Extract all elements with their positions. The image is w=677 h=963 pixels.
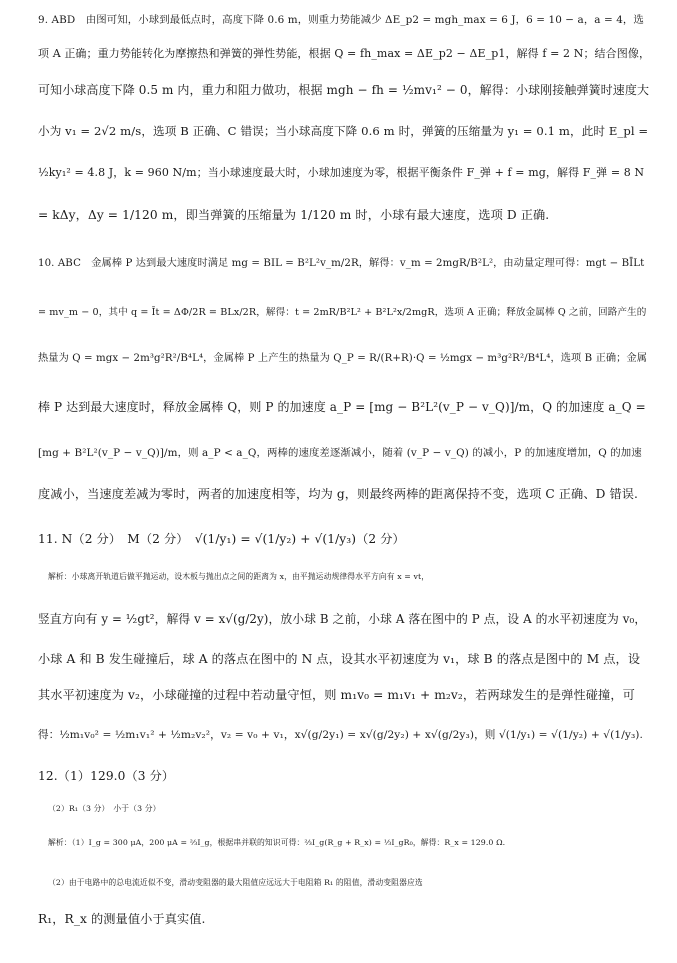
q9-line-6: = kΔy，Δy = 1/120 m，即当弹簧的压缩量为 1/120 m 时，小球有最大速度，选项 D 正确.	[38, 208, 550, 222]
q11-analysis-line-2: 竖直方向有 y = ½gt²，解得 v = x√(g/2y)，放小球 B 之前，小球 A 落在图中的 P 点，设 A 的水平初速度为 v₀，	[38, 612, 647, 626]
q12-analysis-line-3: R₁，R_x 的测量值小于真实值.	[38, 912, 206, 926]
q12-answer-part2: （2）R₁（3 分） 小于（3 分）	[48, 804, 161, 813]
q9-line-4: 小为 v₁ = 2√2 m/s，选项 B 正确、C 错误；当小球高度下降 0.6 m 时，弹簧的压缩量为 y₁ = 0.1 m，此时 E_pl =	[38, 124, 649, 138]
q9-line-3: 可知小球高度下降 0.5 m 内，重力和阻力做功，根据 mgh − fh = ½mv₁² − 0，解得：小球刚接触弹簧时速度大	[38, 83, 650, 97]
q11-analysis-line-4: 其水平初速度为 v₂，小球碰撞的过程中若动量守恒，则 m₁v₀ = m₁v₁ + m₂v₂，若两球发生的是弹性碰撞，可	[38, 688, 635, 702]
q10-line-3: 热量为 Q = mgx − 2m³g²R²/B⁴L⁴，金属棒 P 上产生的热量为 Q_P = R/(R+R)·Q = ½mgx − m³g²R²/B⁴L⁴，选项 B 正确；金属	[38, 353, 648, 364]
q11-analysis-line-1: 解析：小球离开轨道后做平抛运动，设木板与抛出点之间的距离为 x，由平抛运动规律得水平方向有 x = vt，	[48, 572, 430, 581]
q9-line-1: 9. ABD 由图可知，小球到最低点时，高度下降 0.6 m，则重力势能减少 ΔE_p2 = mgh_max = 6 J，6 = 10 − a，a = 4，选	[38, 14, 644, 26]
q10-line-6: 度减小，当速度差减为零时，两者的加速度相等，均为 g，则最终两棒的距离保持不变，选项 C 正确、D 错误.	[38, 487, 639, 501]
q10-line-5: [mg + B²L²(v_P − v_Q)]/m，则 a_P < a_Q，两棒的速度差逐渐减小，随着 (v_P − v_Q) 的减小，P 的加速度增加，Q 的加速	[38, 447, 642, 459]
q12-answer-part1: 12.（1）129.0（3 分）	[38, 769, 175, 783]
q12-analysis-line-1: 解析：（1）I_g = 300 μA，200 μA = ⅔I_g，根据串并联的知识可得：⅔I_g(R_g + R_x) = ⅓I_gR₀，解得：R_x = 129.0 Ω.	[48, 838, 506, 847]
q12-analysis-line-2: （2）由于电路中的总电流近似不变，滑动变阻器的最大阻值应远远大于电阻箱 R₁ 的阻值，滑动变阻器应选	[48, 878, 423, 887]
q10-line-2: = mv_m − 0，其中 q = Īt = ΔΦ/2R = BLx/2R，解得：t = 2mR/B²L² + B²L²x/2mgR，选项 A 正确；释放金属棒 Q 之前，回路产生的	[38, 307, 647, 318]
q9-line-5: ½ky₁² = 4.8 J，k = 960 N/m；当小球速度最大时，小球加速度为零，根据平衡条件 F_弹 + f = mg，解得 F_弹 = 8 N	[38, 166, 645, 179]
q9-line-2: 项 A 正确；重力势能转化为摩擦热和弹簧的弹性势能，根据 Q = fh_max = ΔE_p2 − ΔE_p1，解得 f = 2 N；结合图像，	[38, 47, 651, 60]
q11-analysis-line-5: 得：½m₁v₀² = ½m₁v₁² + ½m₂v₂²，v₂ = v₀ + v₁，x√(g/2y₁) = x√(g/2y₂) + x√(g/2y₃)，则 √(1/y₁) = √(1/y₂) + √(1/y₃).	[38, 729, 644, 741]
q10-line-4: 棒 P 达到最大速度时，释放金属棒 Q，则 P 的加速度 a_P = [mg − B²L²(v_P − v_Q)]/m，Q 的加速度 a_Q =	[38, 400, 646, 414]
q11-analysis-line-3: 小球 A 和 B 发生碰撞后，球 A 的落点在图中的 N 点，设其水平初速度为 v₁，球 B 的落点是图中的 M 点，设	[38, 652, 641, 666]
q11-answer: 11. N（2 分） M（2 分） √(1/y₁) = √(1/y₂) + √(1/y₃)（2 分）	[38, 532, 405, 546]
q10-line-1: 10. ABC 金属棒 P 达到最大速度时满足 mg = BIL = B²L²v_m/2R，解得：v_m = 2mgR/B²L²，由动量定理可得：mgt − BĪLt	[38, 258, 645, 269]
